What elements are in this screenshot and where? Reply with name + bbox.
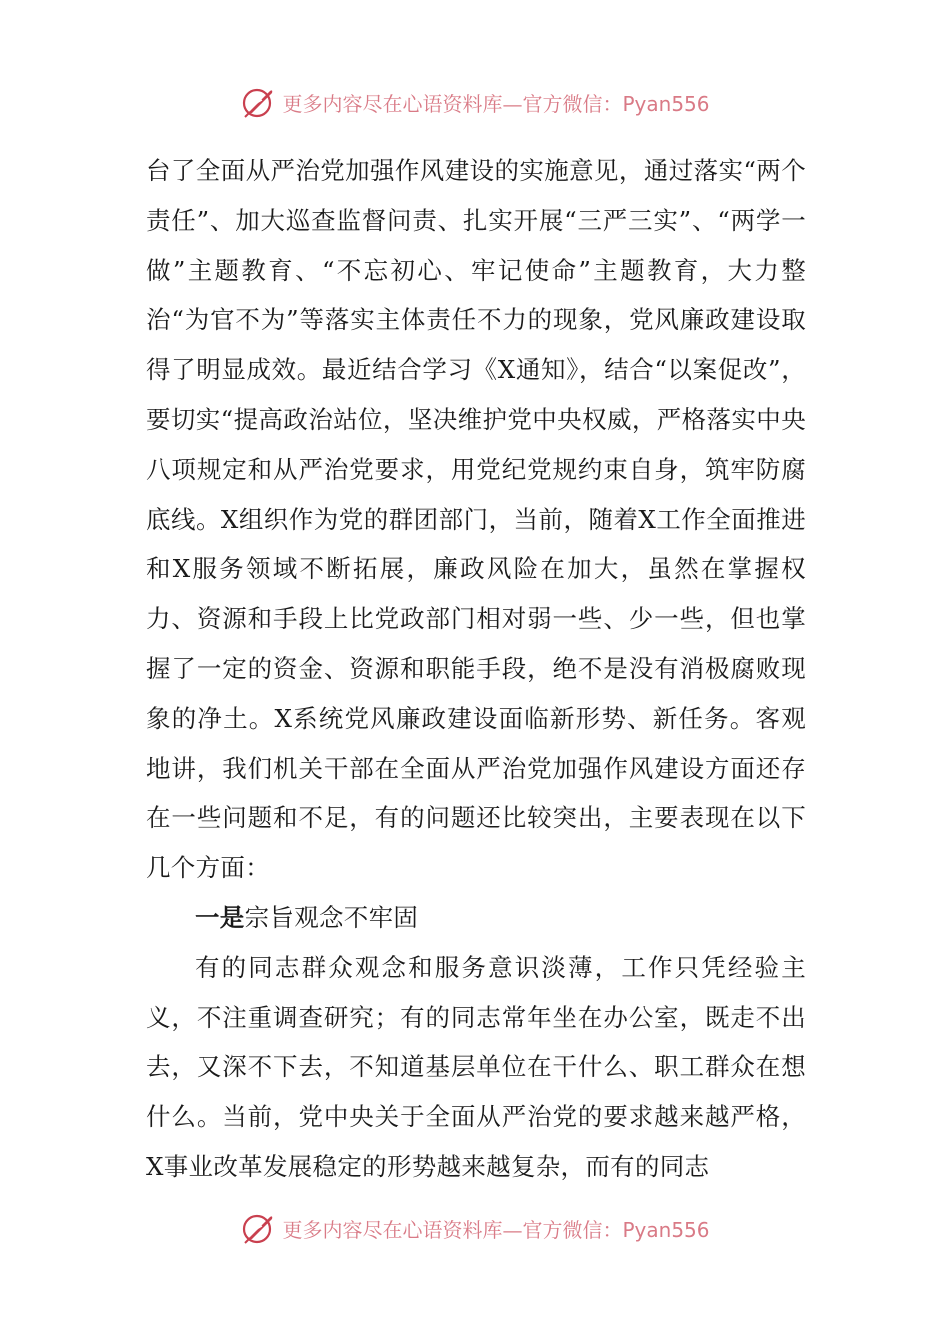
body-paragraph: 台了全面从严治党加强作风建设的实施意见，通过落实“两个责任”、加大巡查监督问责、扎实开展“三严三实”、“两学一做”主题教育、“不忘初心、牢记使命”主题教育，大力整治“为官不为”等落实主体责任不力的现象，党风廉政建设取得了明显成效。最近结合学习《X通知》，结合“以案促改”，要切实“提高政治站位，坚决维护党中央权威，严格落实中央八项规定和从严治党要求，用党纪党规约束自身，筑牢防腐底线。X组织作为党的群团部门，当前，随着X工作全面推进和X服务领域不断拓展，廉政风险在加大，虽然在掌握权力、资源和手段上比党政部门相对弱一些、少一些，但也掌握了一定的资金、资源和职能手段，绝不是没有消极腐败现象的净土。X系统党风廉政建设面临新形势、新任务。客观地讲，我们机关干部在全面从严治党加强作风建设方面还存在一些问题和不足，有的问题还比较突出，主要表现在以下几个方面： (146, 156, 806, 883)
watermark-wechat-id: Pyan556 (622, 1217, 710, 1242)
document-body (146, 146, 806, 1192)
watermark-wechat-id: Pyan556 (622, 91, 710, 116)
watermark-text: 更多内容尽在心语资料库—官方微信： (282, 1217, 623, 1242)
heading-text: 宗旨观念不牢固 (244, 902, 419, 932)
watermark-text: 更多内容尽在心语资料库—官方微信： (282, 91, 623, 116)
section-heading (146, 893, 806, 943)
quill-logo-icon (240, 84, 276, 120)
heading-lead: 一是 (195, 902, 245, 932)
header-watermark (0, 84, 950, 120)
body-paragraph-2: 有的同志群众观念和服务意识淡薄，工作只凭经验主义，不注重调查研究；有的同志常年坐在办公室，既走不出去，又深不下去，不知道基层单位在干什么、职工群众在想什么。当前，党中央关于全面从严治党的要求越来越严格，X事业改革发展稳定的形势越来越复杂，而有的同志 (146, 952, 806, 1181)
footer-watermark (0, 1210, 950, 1246)
quill-logo-icon (240, 1210, 276, 1246)
